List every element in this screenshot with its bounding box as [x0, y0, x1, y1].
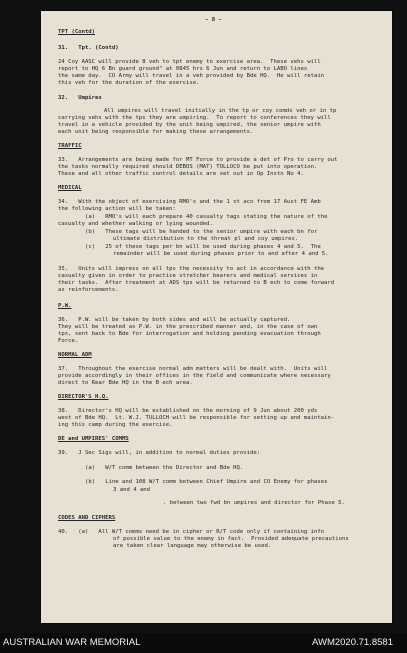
para-31-line: this veh for the duration of the exercise. — [58, 80, 200, 86]
para-34-line: 34. With the object of exercising RMO's and the 1 st aco from 17 Aust FE Amb — [58, 199, 321, 205]
para-40-line: are taken clear language may otherwise be used. — [113, 543, 272, 549]
para-39b-line: (b) Line and 108 W/T comm between Chief Umpire and CO Enemy for phases — [85, 479, 328, 485]
para-32-line: carrying vehs with the tps they are umpiring. To report to conferences they will — [58, 115, 331, 121]
para-40-line: of possible value to the enemy in fact. Provided adequate precautions — [113, 536, 349, 542]
para-31-line: report to HQ 6 Bn guard ground" at 0845 hrs 6 Jun and return to LABO lines — [58, 66, 308, 72]
document-page — [41, 11, 392, 623]
para-31-line: 24 Coy AASC will provide 8 veh to tpt enemy to exercise area. These vehs will — [58, 59, 321, 65]
para-39-line: 39. J Sec Sigs will, in addition to normal duties provide: — [58, 450, 261, 456]
para-33-line: the tasks normally required should DEBOS (MAT) TOLLOCO be put into operation. — [58, 164, 318, 170]
section-heading-codes-ciphers: CODES AND CIPHERS — [58, 515, 116, 521]
para-35-line: casualty given in order to practice stretcher bearers and medical services in — [58, 273, 318, 279]
para-38-line: 38. Director's HQ will be established on the morning of 9 Jun about 200 yds — [58, 408, 318, 414]
para-36-line: 36. P.W. will be taken by both sides and will be actually captured. — [58, 317, 291, 323]
para-38-line: west of Bde HQ. Lt. W.J. TULLOCH will be responsible for setting up and maintain- — [58, 415, 335, 421]
para-34c-line: remainder will be used during phases prior to and after 4 and 5. — [113, 251, 329, 257]
para-37-line: 37. Throughout the exercise normal adm matters will be dealt with. Units will — [58, 366, 328, 372]
para-39b-line: 3 and 4 and — [113, 487, 151, 493]
para-34b-line: (b) These tags will be handed to the senior umpire with each bn for — [85, 229, 318, 235]
archive-institution-label: AUSTRALIAN WAR MEMORIAL — [3, 637, 141, 648]
section-heading-medical: MEDICAL — [58, 185, 82, 191]
para-39b-line: . between two fwd bn umpires and director for Phase 5. — [163, 500, 345, 506]
section-heading-directors-hq: DIRECTOR'S H.Q. — [58, 394, 109, 400]
section-heading-tpt-contd: TPT (Contd) — [58, 29, 96, 35]
para-32-line: travel in a vehicle provided by the unit being umpired, the senior umpire with — [58, 122, 321, 128]
para-33-line: 33. Arrangements are being made for MT Force to provide a det of Pro to carry out — [58, 157, 338, 163]
section-heading-umpires-comms: DE and UMPIRES' COMMS — [58, 436, 129, 442]
para-36-line: tps, sent back to Bde for interrogation and holding pending evacuation through — [58, 331, 321, 337]
para-37-line: direct to Rear Bde HQ in the B ech area. — [58, 380, 193, 386]
para-37-line: provide accordingly in their offices in the field and communicate where necessary — [58, 373, 331, 379]
para-34a-line: casualty and whether walking or lying wounded. — [58, 221, 213, 227]
para-34-line: the following action will be taken: — [58, 206, 176, 212]
para-32-line: each unit being responsible for making these arrangements. — [58, 129, 254, 135]
para-34c-line: (c) 25 of these tags per bn will be used during phases 4 and 5. The — [85, 244, 321, 250]
para-34b-line: ultimate distribution to the threat pl and coy umpires. — [113, 236, 299, 242]
para-35-line: their tasks. After treatment at ADS tps will be returned to B ech to come forward — [58, 280, 335, 286]
section-heading-normal-adm: NORMAL ADM — [58, 352, 92, 358]
para-35-line: 35. Units will impress on all tps the necessity to act in accordance with the — [58, 266, 325, 272]
para-36-line: Force. — [58, 338, 79, 344]
section-heading-pw: P.W. — [58, 303, 72, 309]
para-32-heading: 32. Umpires — [58, 95, 102, 101]
archive-footer-bar — [0, 633, 407, 653]
section-heading-traffic: TRAFFIC — [58, 143, 82, 149]
para-35-line: as reinforcements. — [58, 287, 119, 293]
para-40-line: 40. (a) All W/T comms need be in cipher or R/T code only if containing info — [58, 529, 325, 535]
archive-reference-label: AWM2020.71.8581 — [312, 637, 393, 648]
para-32-line: All umpires will travel initially in the tp or coy comds veh or in tp — [104, 108, 337, 114]
para-34a-line: (a) RMO's will each prepare 40 casualty tags stating the nature of the — [85, 214, 328, 220]
para-39a-line: (a) W/T comm between the Director and Bde HQ. — [85, 465, 244, 471]
para-33-line: These and all other traffic control details are set out in Op Instn No 4. — [58, 171, 304, 177]
para-31-heading: 31. Tpt. (Contd) — [58, 45, 119, 51]
para-36-line: They will be treated as P.W. in the prescribed manner and, in the case of own — [58, 324, 318, 330]
para-31-line: the same day. CO Army will travel in a veh provided by Bde HQ. He will retain — [58, 73, 325, 79]
para-38-line: ing this camp during the exercise. — [58, 422, 173, 428]
page-number: - 8 - — [205, 17, 222, 23]
